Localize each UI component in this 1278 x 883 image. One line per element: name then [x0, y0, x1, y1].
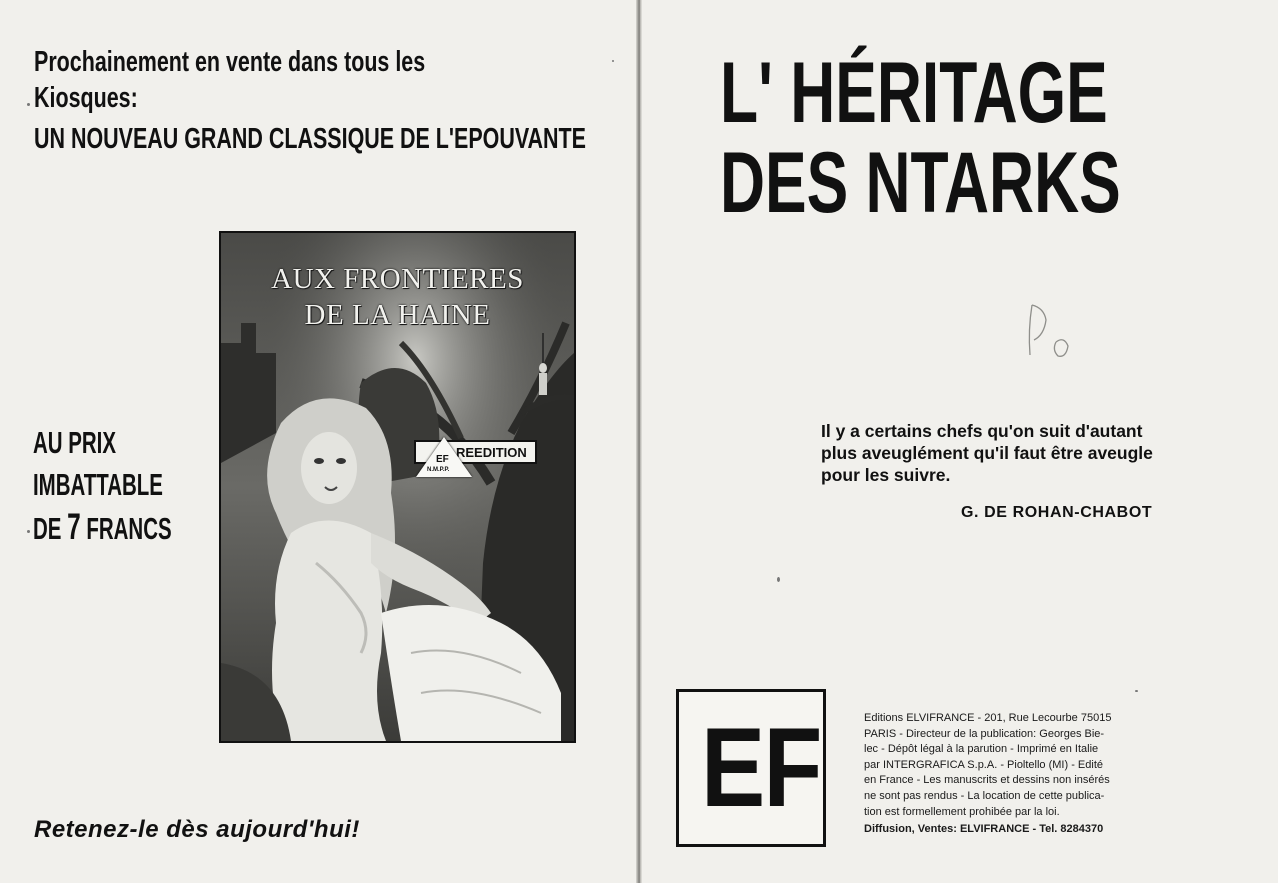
- price-prefix: DE: [33, 511, 68, 546]
- epigraph-author: G. DE ROHAN-CHABOT: [961, 504, 1153, 521]
- pencil-mark-icon: [1024, 300, 1084, 370]
- price-number: 7: [67, 506, 81, 547]
- badge-ef-logo: EF: [436, 454, 449, 465]
- epigraph-line-3: pour les suivre.: [821, 465, 951, 485]
- badge-nmpp-text: N.M.P.P.: [427, 467, 450, 473]
- imprint-line: ne sont pas rendus - La location de cette publica-: [864, 789, 1105, 802]
- print-speck: [27, 103, 30, 106]
- reedition-label: REEDITION: [456, 444, 527, 460]
- imprint-block: [864, 711, 1111, 838]
- publisher-logo: [676, 689, 826, 847]
- announcement-line-1: Prochainement en vente dans tous les: [34, 46, 426, 78]
- price-line-1: AU PRIX: [33, 425, 116, 460]
- price-line-3: [33, 508, 172, 548]
- book-title-line-1: L' HÉRITAGE: [720, 45, 1108, 141]
- book-cover: [219, 231, 576, 743]
- imprint-line: tion est formellement prohibée par la loi.: [864, 805, 1060, 818]
- imprint-line: lec - Dépôt légal à la parution - Imprimé en Italie: [864, 743, 1099, 756]
- print-speck: [612, 60, 614, 62]
- cover-title-line-1: AUX FRONTIERES: [271, 263, 524, 295]
- epigraph-line-1: Il y a certains chefs qu'on suit d'autant: [821, 421, 1143, 441]
- closing-callout: Retenez-le dès aujourd'hui!: [34, 816, 360, 843]
- print-speck: [777, 577, 780, 582]
- print-speck: [27, 530, 30, 533]
- announcement-headline: UN NOUVEAU GRAND CLASSIQUE DE L'EPOUVANTE: [34, 123, 586, 155]
- print-speck: [1135, 690, 1138, 692]
- epigraph-line-2: plus aveuglément qu'il faut être aveugle: [821, 443, 1153, 463]
- distribution-line: Diffusion, Ventes: ELVIFRANCE - Tel. 8284370: [864, 823, 1104, 836]
- epigraph: [821, 420, 1251, 486]
- cover-title-line-2: DE LA HAINE: [304, 299, 491, 331]
- book-title-line-2: DES NTARKS: [720, 135, 1121, 231]
- imprint-line: Editions ELVIFRANCE - 201, Rue Lecourbe 75015: [864, 712, 1112, 724]
- imprint-line: PARIS - Directeur de la publication: Georges Bie-: [864, 727, 1105, 740]
- left-page: [0, 0, 636, 883]
- imprint-line: en France - Les manuscrits et dessins non insérés: [864, 774, 1110, 787]
- announcement-line-2: Kiosques:: [34, 82, 138, 114]
- publisher-logo-letters: EF: [701, 705, 821, 830]
- imprint-line: par INTERGRAFICA S.p.A. - Pioltello (MI) - Edité: [864, 758, 1104, 771]
- price-line-2: IMBATTABLE: [33, 467, 163, 502]
- price-suffix: FRANCS: [80, 511, 172, 546]
